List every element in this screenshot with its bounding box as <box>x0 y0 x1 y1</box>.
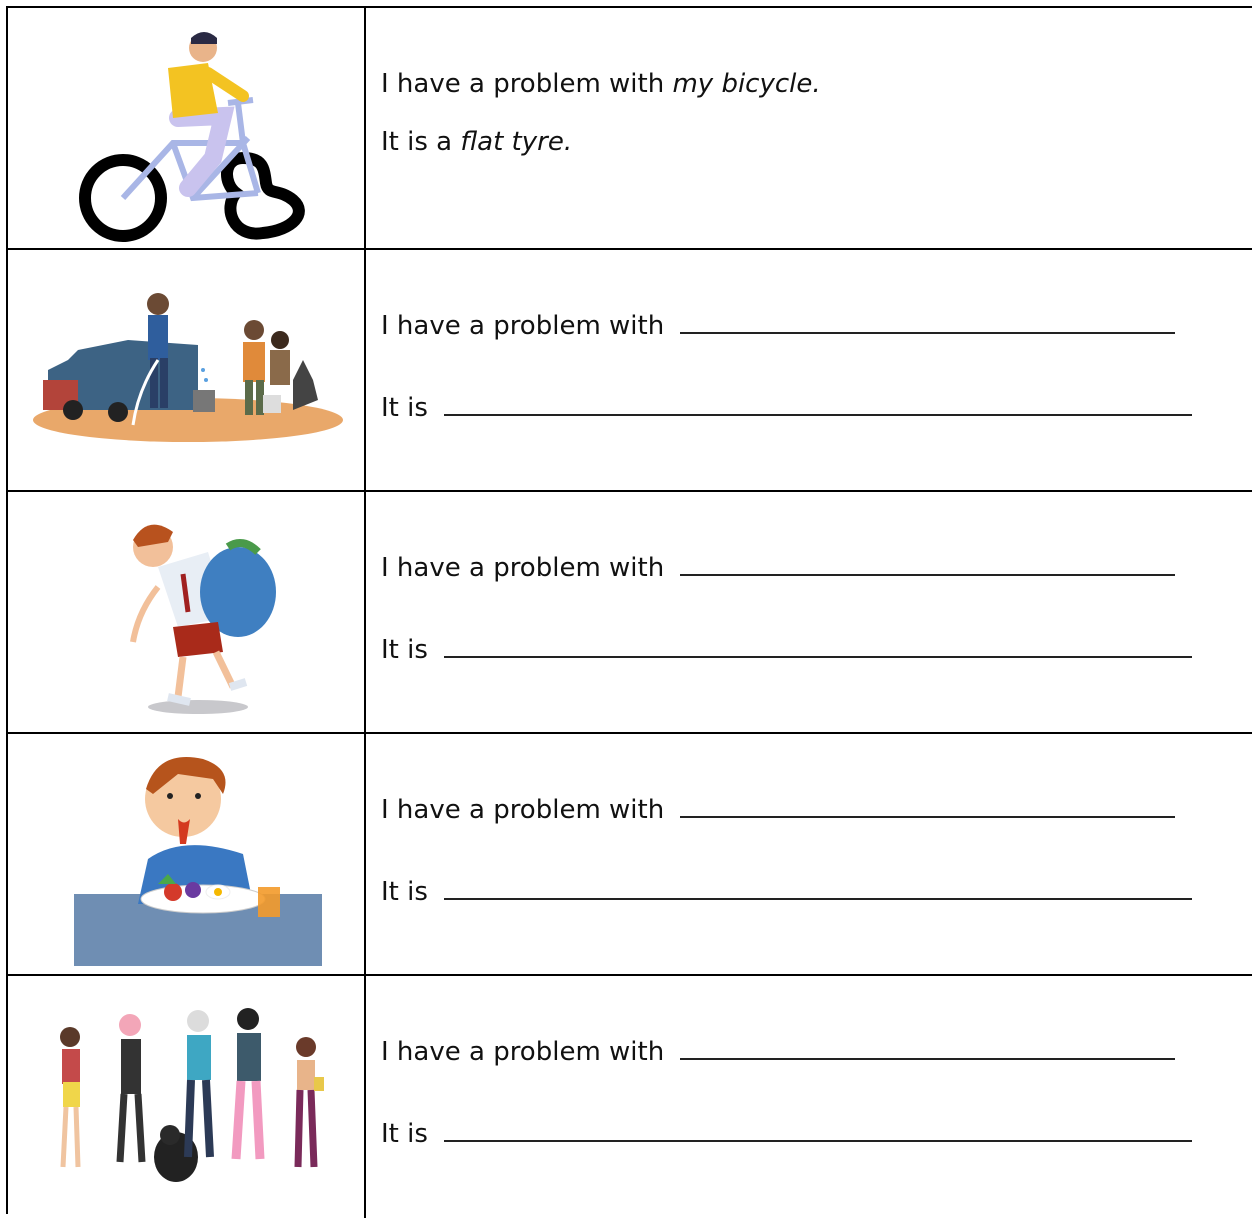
problem-sentence <box>381 1036 1175 1068</box>
sentence-cell <box>366 734 1252 974</box>
sentence-prefix: It is a <box>381 127 453 157</box>
description-sentence <box>381 634 1192 666</box>
sentence-prefix: I have a problem with <box>381 311 665 341</box>
description-sentence <box>381 126 572 158</box>
answer-blank[interactable] <box>680 1038 1175 1060</box>
picture-cell <box>8 976 366 1218</box>
sentence-prefix: I have a problem with <box>381 795 665 825</box>
bicycle-flat-tyre-illustration <box>8 8 364 248</box>
table-row <box>8 492 1252 734</box>
sentence-cell <box>366 8 1252 248</box>
description-sentence <box>381 392 1192 424</box>
answer-blank[interactable] <box>444 1120 1192 1142</box>
water-tanker-queue-illustration <box>8 250 364 490</box>
problem-sentence <box>381 310 1175 342</box>
table-row <box>8 250 1252 492</box>
picture-cell <box>8 492 366 732</box>
sentence-prefix: It is <box>381 393 428 423</box>
answer-blank[interactable] <box>444 878 1192 900</box>
answer-blank[interactable] <box>444 394 1192 416</box>
table-row <box>8 976 1252 1218</box>
problem-sentence <box>381 552 1175 584</box>
sentence-prefix: I have a problem with <box>381 1037 665 1067</box>
picture-cell <box>8 734 366 974</box>
table-row <box>8 8 1252 250</box>
example-answer: flat tyre. <box>460 127 573 157</box>
problem-sentence <box>381 68 821 100</box>
answer-blank[interactable] <box>680 312 1175 334</box>
sentence-prefix: It is <box>381 635 428 665</box>
sentence-prefix: I have a problem with <box>381 69 665 99</box>
description-sentence <box>381 876 1192 908</box>
boy-heavy-backpack-illustration <box>8 492 364 732</box>
answer-blank[interactable] <box>680 796 1175 818</box>
table-row <box>8 734 1252 976</box>
sentence-cell <box>366 976 1252 1218</box>
picture-cell <box>8 8 366 248</box>
sentence-cell <box>366 492 1252 732</box>
example-answer: my bicycle. <box>672 69 821 99</box>
problem-sentence <box>381 794 1175 826</box>
picture-cell <box>8 250 366 490</box>
sentence-prefix: It is <box>381 877 428 907</box>
worksheet-table <box>6 6 1252 1214</box>
sentence-cell <box>366 250 1252 490</box>
group-of-teenagers-illustration <box>8 976 364 1218</box>
sentence-prefix: It is <box>381 1119 428 1149</box>
description-sentence <box>381 1118 1192 1150</box>
sentence-prefix: I have a problem with <box>381 553 665 583</box>
answer-blank[interactable] <box>680 554 1175 576</box>
boy-eating-meal-illustration <box>8 734 364 974</box>
answer-blank[interactable] <box>444 636 1192 658</box>
